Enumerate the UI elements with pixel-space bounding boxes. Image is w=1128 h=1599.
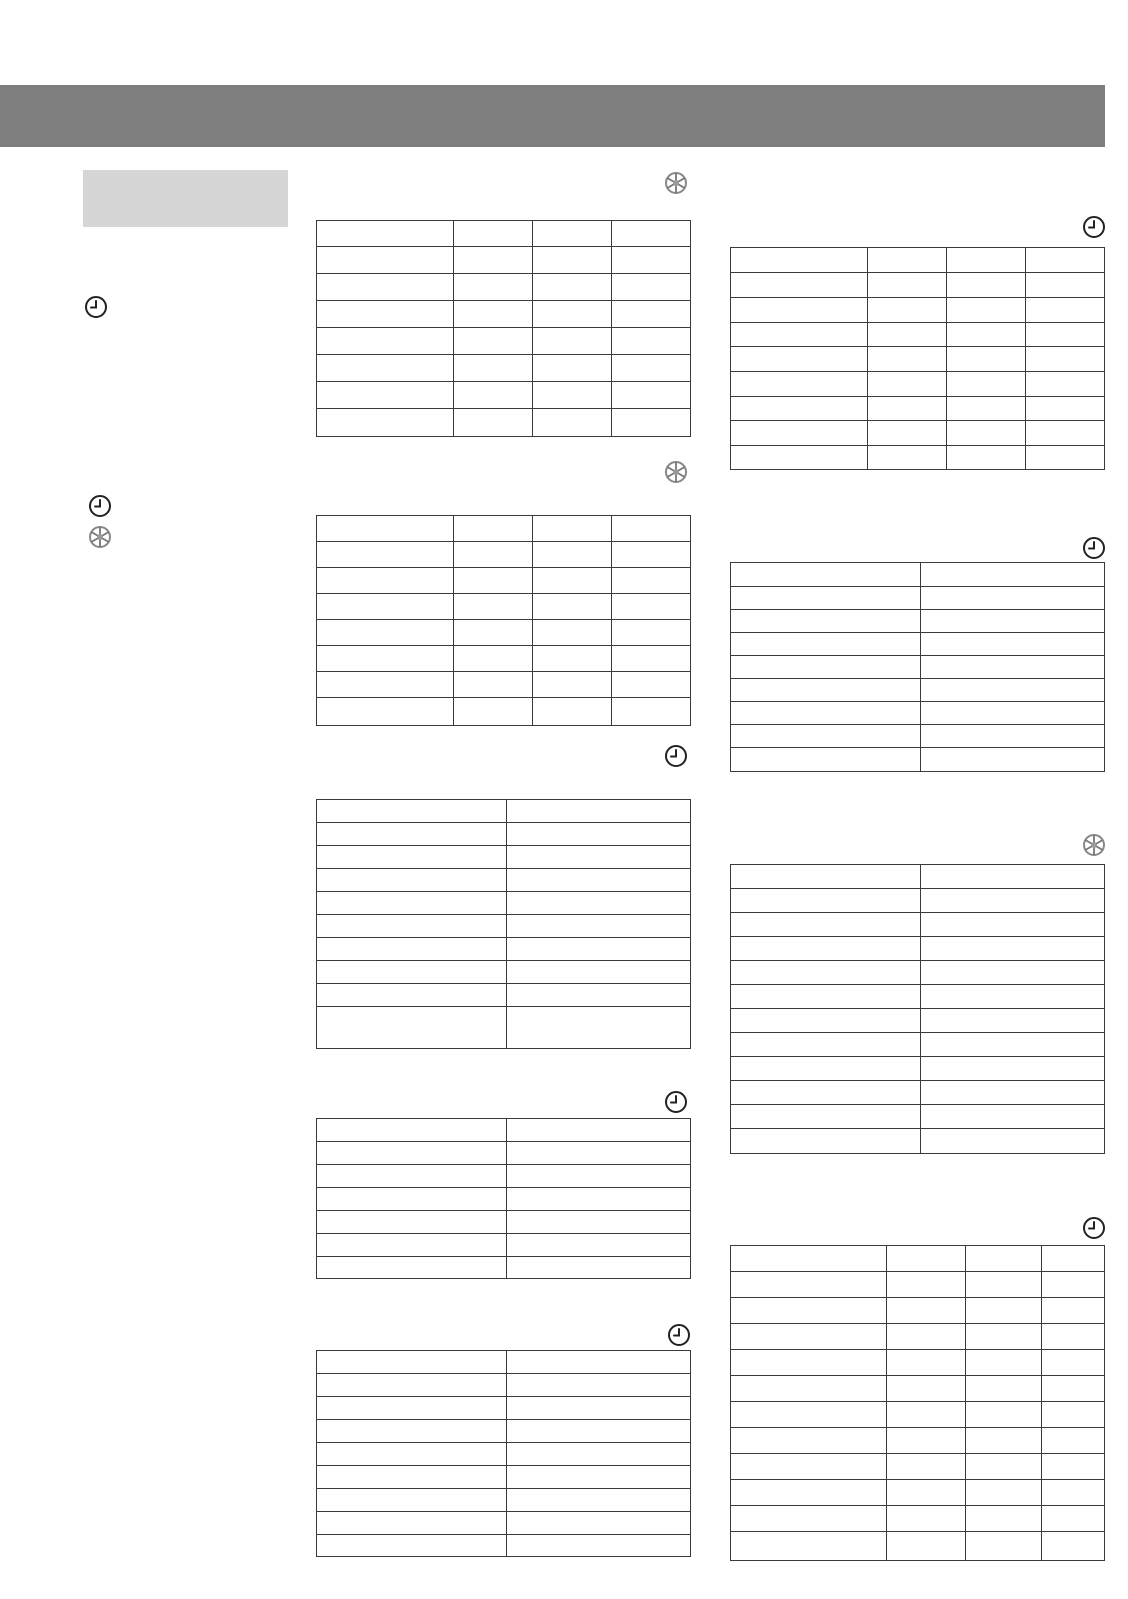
table-row <box>317 937 690 938</box>
defrost-icon <box>664 460 688 484</box>
table-row <box>317 822 690 823</box>
table-row <box>317 645 690 646</box>
table-column-divider <box>867 248 868 469</box>
table-row <box>317 868 690 869</box>
clock-icon <box>667 1323 691 1347</box>
data-table <box>316 220 691 437</box>
table-column-divider <box>965 1246 966 1560</box>
table-row <box>731 297 1104 298</box>
table-row <box>731 655 1104 656</box>
table-row <box>731 747 1104 748</box>
table-row <box>731 609 1104 610</box>
data-table <box>730 562 1105 772</box>
table-column-divider <box>1041 1246 1042 1560</box>
data-table <box>316 1350 691 1557</box>
table-row <box>317 845 690 846</box>
table-column-divider <box>453 221 454 436</box>
table-row <box>731 346 1104 347</box>
data-table <box>316 515 691 726</box>
table-row <box>731 1128 1104 1129</box>
table-row <box>317 593 690 594</box>
data-table <box>730 247 1105 470</box>
table-row <box>731 1479 1104 1480</box>
table-row <box>731 322 1104 323</box>
table-column-divider <box>506 1119 507 1278</box>
table-row <box>731 1427 1104 1428</box>
table-row <box>731 396 1104 397</box>
table-row <box>731 632 1104 633</box>
table-column-divider <box>611 516 612 725</box>
table-row <box>317 246 690 247</box>
table-row <box>317 273 690 274</box>
table-row <box>731 724 1104 725</box>
defrost-icon <box>88 525 112 549</box>
table-row <box>317 1534 690 1535</box>
table-row <box>731 678 1104 679</box>
clock-icon <box>664 1090 688 1114</box>
table-row <box>317 354 690 355</box>
table-row <box>731 586 1104 587</box>
table-row <box>731 1080 1104 1081</box>
table-row <box>317 327 690 328</box>
defrost-icon <box>664 171 688 195</box>
clock-icon <box>88 494 112 518</box>
table-row <box>731 1349 1104 1350</box>
table-row <box>731 1104 1104 1105</box>
table-row <box>317 1442 690 1443</box>
clock-icon <box>664 744 688 768</box>
table-row <box>731 420 1104 421</box>
table-row <box>731 1056 1104 1057</box>
table-row <box>731 912 1104 913</box>
table-row <box>317 1396 690 1397</box>
table-row <box>731 701 1104 702</box>
table-column-divider <box>506 800 507 1048</box>
table-row <box>317 914 690 915</box>
table-row <box>317 1465 690 1466</box>
table-row <box>731 1323 1104 1324</box>
table-row <box>317 567 690 568</box>
table-column-divider <box>532 516 533 725</box>
table-row <box>317 1373 690 1374</box>
data-table <box>316 799 691 1049</box>
data-table <box>316 1118 691 1279</box>
table-row <box>317 960 690 961</box>
table-row <box>731 1505 1104 1506</box>
table-row <box>317 1006 690 1007</box>
table-row <box>317 619 690 620</box>
table-row <box>731 1453 1104 1454</box>
table-column-divider <box>453 516 454 725</box>
table-row <box>317 1256 690 1257</box>
table-row <box>317 1488 690 1489</box>
clock-icon <box>1082 1216 1106 1240</box>
table-row <box>731 1401 1104 1402</box>
table-row <box>731 1032 1104 1033</box>
sidebar-title-box <box>83 170 288 227</box>
clock-icon <box>1082 536 1106 560</box>
table-row <box>731 445 1104 446</box>
table-column-divider <box>886 1246 887 1560</box>
table-column-divider <box>532 221 533 436</box>
table-row <box>317 1164 690 1165</box>
table-row <box>317 1419 690 1420</box>
table-column-divider <box>611 221 612 436</box>
table-row <box>731 936 1104 937</box>
table-row <box>731 1008 1104 1009</box>
table-row <box>731 888 1104 889</box>
table-row <box>317 541 690 542</box>
data-table <box>730 1245 1105 1561</box>
table-row <box>317 1511 690 1512</box>
defrost-icon <box>1082 833 1106 857</box>
table-row <box>731 371 1104 372</box>
table-row <box>317 408 690 409</box>
table-row <box>731 1271 1104 1272</box>
table-column-divider <box>506 1351 507 1556</box>
table-row <box>317 1141 690 1142</box>
table-row <box>317 671 690 672</box>
table-row <box>731 272 1104 273</box>
table-row <box>317 1233 690 1234</box>
table-row <box>731 984 1104 985</box>
table-row <box>731 1531 1104 1532</box>
clock-icon <box>1082 215 1106 239</box>
table-row <box>731 960 1104 961</box>
table-column-divider <box>1025 248 1026 469</box>
table-row <box>317 697 690 698</box>
table-row <box>731 1297 1104 1298</box>
table-row <box>317 1210 690 1211</box>
table-row <box>317 381 690 382</box>
table-column-divider <box>946 248 947 469</box>
table-column-divider <box>920 865 921 1153</box>
table-row <box>317 983 690 984</box>
data-table <box>730 864 1105 1154</box>
table-row <box>731 1375 1104 1376</box>
table-row <box>317 891 690 892</box>
table-row <box>317 1187 690 1188</box>
table-column-divider <box>920 563 921 771</box>
table-row <box>317 300 690 301</box>
header-band <box>0 85 1105 147</box>
clock-icon <box>84 295 108 319</box>
